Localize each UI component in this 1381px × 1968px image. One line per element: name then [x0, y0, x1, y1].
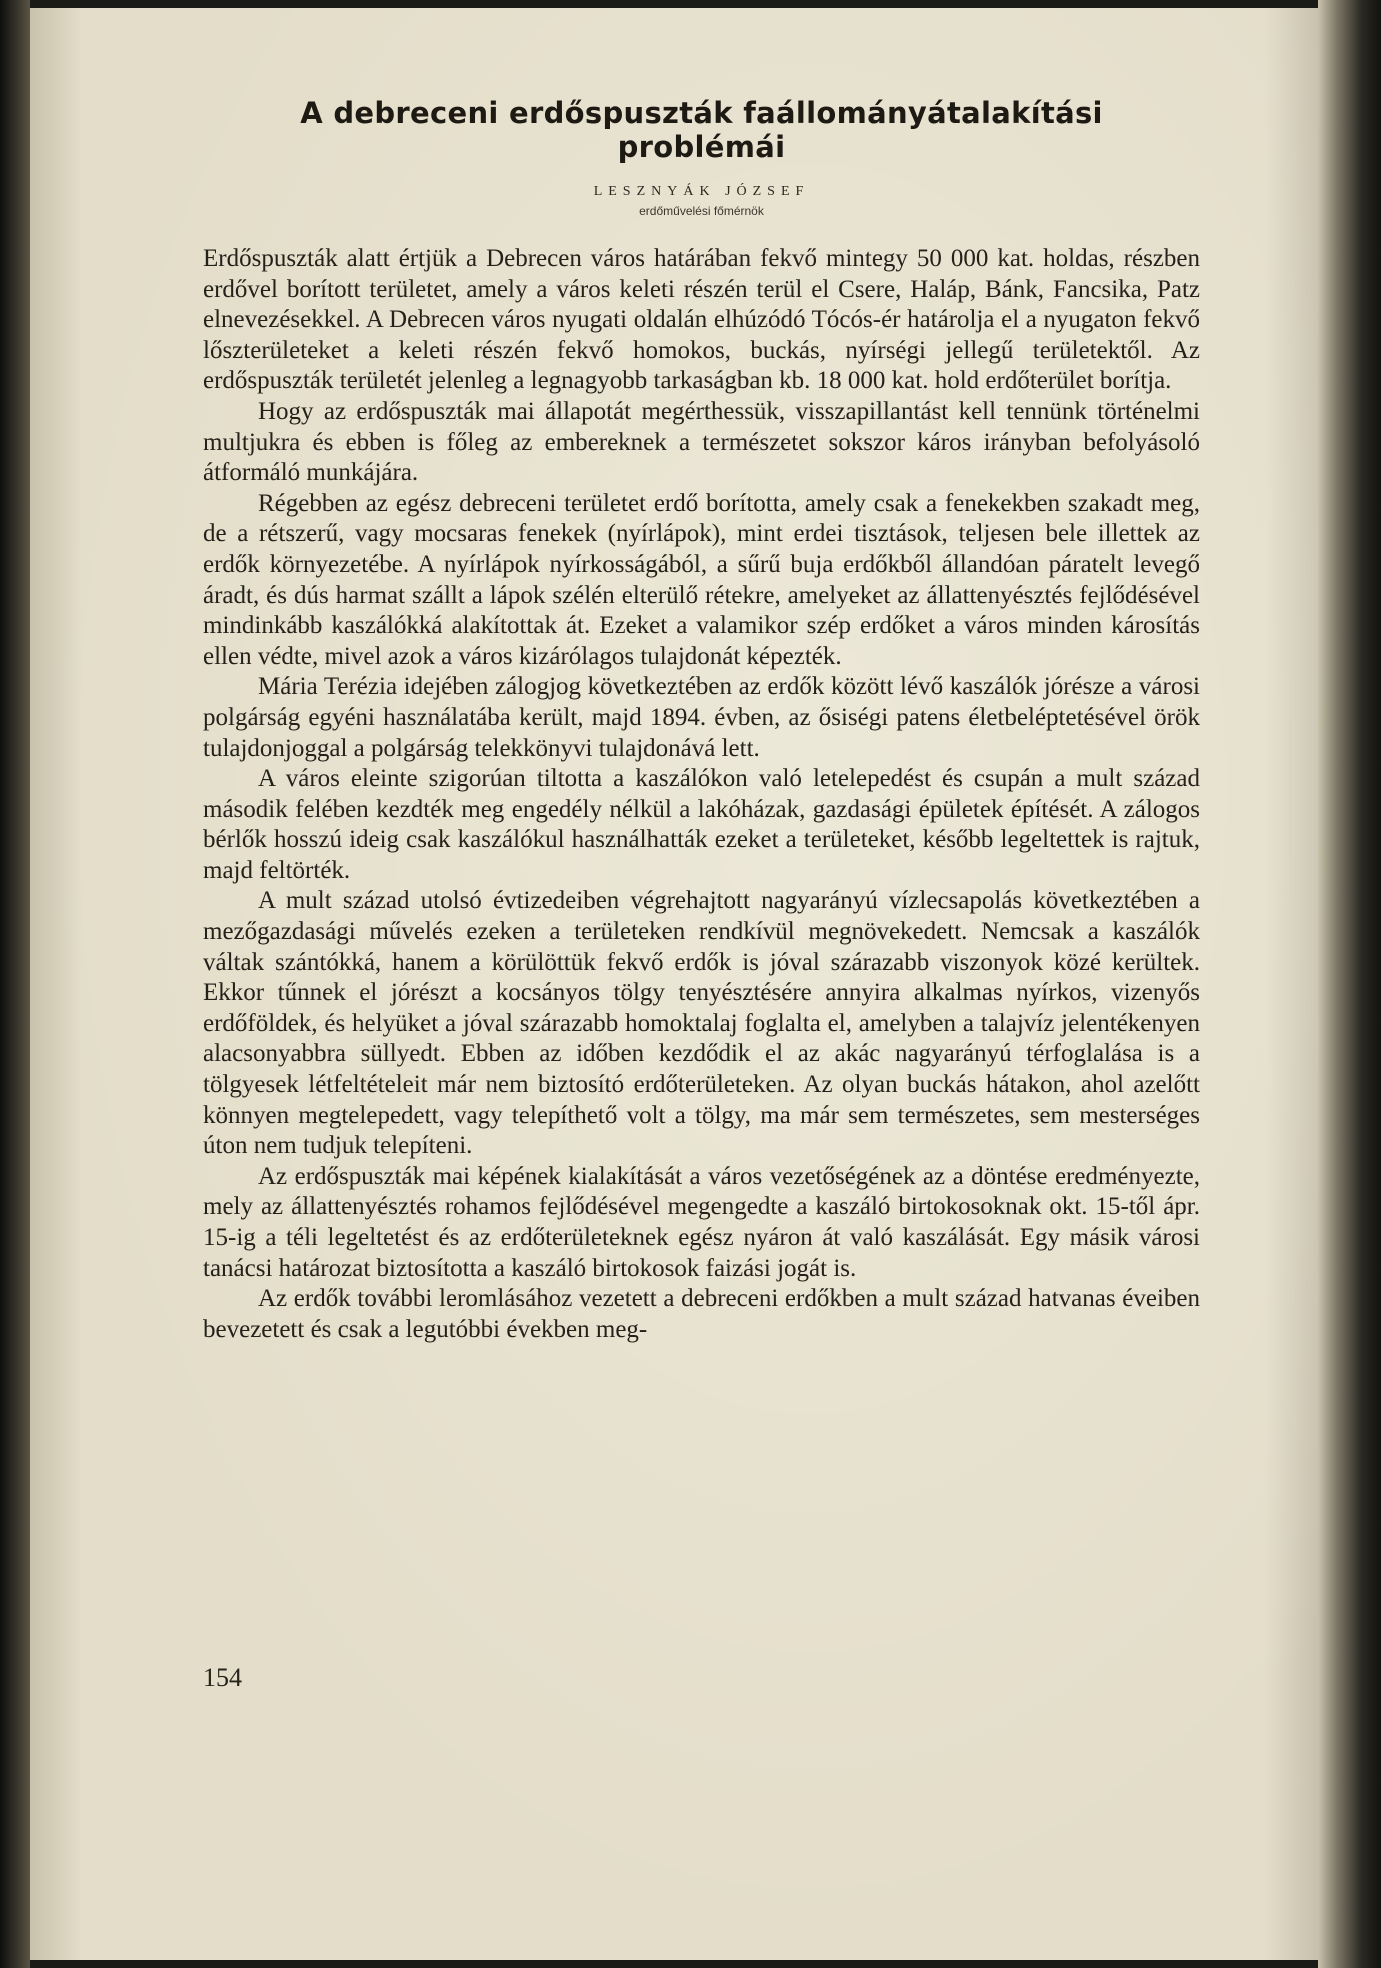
author-name: LESZNYÁK JÓZSEF — [593, 184, 810, 199]
book-page-edge-right — [1318, 0, 1381, 1968]
article-title-line-1: A debreceni erdőspuszták faállományátalakítási — [300, 96, 1103, 130]
paragraph: Erdőspuszták alatt értjük a Debrecen város határában fekvő mintegy 50 000 kat. holdas, részben erdővel borított területet, amely a város keleti részén terül el Csere, Haláp, Bánk, Fancsika, Patz elnevezésekkel. A Debrecen város nyugati oldalán elhúzódó Tócós-ér határolja el a nyugaton fekvő lőszterületeket a keleti részén fekvő homokos, buckás, nyírségi jellegű területektől. Az erdőspuszták területét jelenleg a legnagyobb tarkaságban kb. 18 000 kat. hold erdőterület borítja. — [203, 245, 1200, 395]
paragraph: Mária Terézia idejében zálogjog következtében az erdők között lévő kaszálók jórésze a városi polgárság egyéni használatába került, majd 1894. évben, az ősiségi patens életbeléptetésével örök tulajdonjoggal a polgárság telekkönyvi tulajdonává lett. — [203, 673, 1200, 762]
article-body — [203, 244, 1200, 1345]
paragraph: A város eleinte szigorúan tiltotta a kaszálókon való letelepedést és csupán a mult század második felében kezdték meg engedély nélkül a lakóházak, gazdasági épületek építését. A zálogos bérlők hosszú ideig csak kaszálókul használhatták ezeket a területeket, később legeltettek is rajtuk, majd feltörték. — [203, 765, 1200, 884]
author-role: erdőművelési főmérnök — [639, 204, 764, 218]
paragraph: Régebben az egész debreceni területet erdő borította, amely csak a fenekekben szakadt meg, de a rétszerű, vagy mocsaras fenekek (nyírlápok), mint erdei tisztások, teljesen bele illettek az erdők környezetébe. A nyírlápok nyírkosságából, a sűrű buja erdőkből állandóan páratelt levegő áradt, és dús harmat szállt a lápok szélén elterülő rétekre, amelyeket az állattenyésztés fejlődésével mindinkább kaszálókká alakítottak át. Ezeket a valamikor szép erdőket a város minden károsítás ellen védte, mivel azok a város kizárólagos tulajdonát képezték. — [203, 489, 1200, 670]
paragraph: A mult század utolsó évtizedeiben végrehajtott nagyarányú vízlecsapolás következtében a mezőgazdasági művelés ezeken a területeken rendkívül megnövekedett. Nemcsak a kaszálók váltak szántókká, hanem a körülöttük fekvő erdők is jóval szárazabb viszonyok közé kerültek. Ekkor tűnnek el jórészt a kocsányos tölgy tenyésztésére annyira alkalmas nyírkos, vizenyős erdőföldek, és helyüket a jóval szárazabb homoktalaj foglalta el, amelyben a talajvíz jelentékenyen alacsonyabbra süllyedt. Ebben az időben kezdődik el az akác nagyarányú térfoglalása is a tölgyesek létfeltételeit már nem biztosító erdőterületeken. Az olyan buckás hátakon, ahol azelőtt könnyen megtelepedett, vagy telepíthető volt a tölgy, ma már sem természetes, sem mesterséges úton nem tudjuk telepíteni. — [203, 887, 1200, 1160]
paragraph: Az erdők további leromlásához vezetett a debreceni erdőkben a mult század hatvanas éveiben bevezetett és csak a legutóbbi években meg- — [203, 1285, 1200, 1343]
article-title-line-2: problémái — [617, 130, 786, 164]
paragraph: Hogy az erdőspuszták mai állapotát megérthessük, visszapillantást kell tennünk történelmi multjukra és ebben is főleg az embereknek a természetet sokszor káros irányban befolyásoló átformáló munkájára. — [203, 397, 1200, 487]
article — [203, 96, 1200, 1345]
article-title — [203, 96, 1200, 164]
paragraph: Az erdőspuszták mai képének kialakítását a város vezetőségének az a döntése eredményezte, mely az állattenyésztés rohamos fejlődésével megengedte a kaszáló birtokosoknak okt. 15-től ápr. 15-ig a téli legeltetést és az erdőterületeknek egész nyáron át való kaszálását. Egy másik városi tanácsi határozat biztosította a kaszáló birtokosok faizási jogát is. — [203, 1162, 1200, 1282]
book-binding-left — [0, 0, 30, 1968]
page-number: 154 — [203, 1663, 242, 1692]
